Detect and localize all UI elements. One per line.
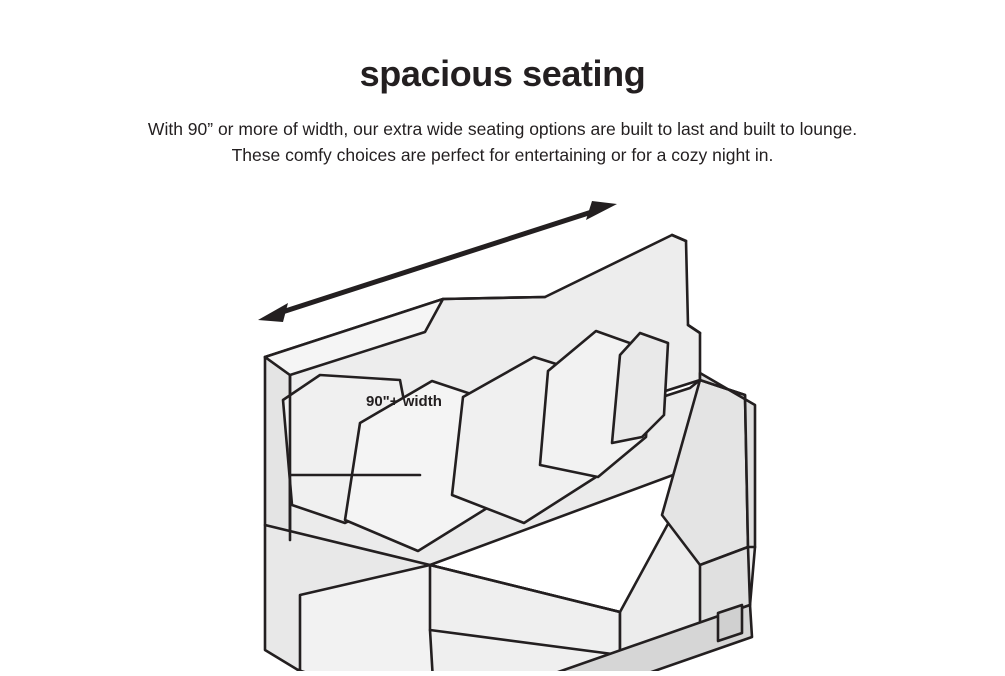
sofa-diagram-svg [0,175,1005,671]
sofa-illustration [0,175,1005,671]
page-title: spacious seating [359,53,646,94]
width-dimension-label: 90"+ width [366,393,442,410]
description-text [0,116,1005,168]
sofa-body [265,235,755,671]
description-line-1: With 90” or more of width, our extra wide seating options are built to last and built to lounge. [147,119,858,139]
description-line-2: These comfy choices are perfect for entertaining or for a cozy night in. [231,145,774,165]
